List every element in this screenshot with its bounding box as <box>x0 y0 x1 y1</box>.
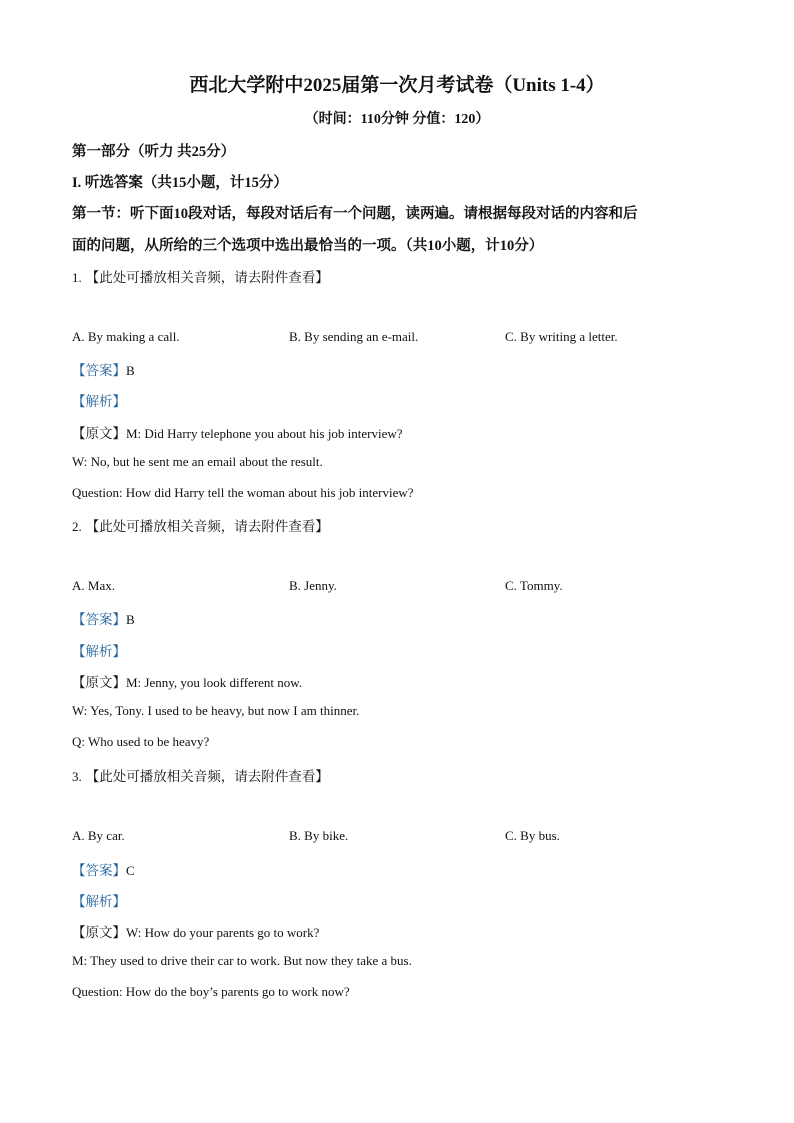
option-b: B. By bike. <box>289 828 349 843</box>
analysis-label: 【解析】 <box>72 394 126 409</box>
transcript-line: 【原文】M: Jenny, you look different now. <box>72 675 303 690</box>
original-label: 【原文】 <box>72 675 126 690</box>
analysis-label: 【解析】 <box>72 644 126 659</box>
option-c: C. By writing a letter. <box>505 329 618 344</box>
audio-prompt <box>72 515 329 536</box>
option-a: A. Max. <box>72 578 115 593</box>
answer-label: 【答案】 <box>72 363 126 378</box>
option-c: C. By bus. <box>505 828 560 843</box>
option-c: C. Tommy. <box>505 578 563 593</box>
page-title: 西北大学附中2025届第一次月考试卷（Units 1-4） <box>189 75 605 96</box>
audio-prompt <box>72 765 329 786</box>
option-a: A. By car. <box>72 828 125 843</box>
question-number: 1. <box>72 270 82 285</box>
transcript-line: Question: How did Harry tell the woman about his job interview? <box>72 485 414 500</box>
answer-value: B <box>126 363 135 378</box>
audio-prompt <box>72 266 329 287</box>
question-number: 3. <box>72 769 82 784</box>
audio-placeholder: 【此处可播放相关音频，请去附件查看】 <box>85 270 329 285</box>
option-a: A. By making a call. <box>72 329 180 344</box>
answer-value: C <box>126 863 135 878</box>
exam-time-score: （时间：110分钟 分值：120） <box>304 112 490 127</box>
transcript-line: W: Yes, Tony. I used to be heavy, but now I am thinner. <box>72 703 360 718</box>
question-number: 2. <box>72 519 82 534</box>
answer-line <box>72 608 135 629</box>
section-instructions-line-2: 面的问题，从所给的三个选项中选出最恰当的一项。（共10小题，计10分） <box>72 238 544 254</box>
answer-label: 【答案】 <box>72 612 126 627</box>
answer-line <box>72 359 135 380</box>
transcript-line: Q: Who used to be heavy? <box>72 734 210 749</box>
audio-placeholder: 【此处可播放相关音频，请去附件查看】 <box>85 769 329 784</box>
audio-placeholder: 【此处可播放相关音频，请去附件查看】 <box>85 519 329 534</box>
answer-label: 【答案】 <box>72 863 126 878</box>
original-label: 【原文】 <box>72 426 126 441</box>
section-heading: I. 听选答案（共15小题，计15分） <box>72 175 288 191</box>
transcript-line: W: No, but he sent me an email about the result. <box>72 454 323 469</box>
section-instructions-line-1: 第一节：听下面10段对话，每段对话后有一个问题，读两遍。请根据每段对话的内容和后 <box>72 206 638 222</box>
transcript-line: 【原文】M: Did Harry telephone you about his job interview? <box>72 426 403 441</box>
transcript-line: 【原文】W: How do your parents go to work? <box>72 925 320 940</box>
answer-line <box>72 859 135 880</box>
transcript-line: Question: How do the boy’s parents go to work now? <box>72 984 350 999</box>
analysis-label: 【解析】 <box>72 894 126 909</box>
part-heading: 第一部分（听力 共25分） <box>72 144 236 160</box>
original-label: 【原文】 <box>72 925 126 940</box>
answer-value: B <box>126 612 135 627</box>
option-b: B. By sending an e-mail. <box>289 329 419 344</box>
option-b: B. Jenny. <box>289 578 337 593</box>
transcript-line: M: They used to drive their car to work. But now they take a bus. <box>72 953 412 968</box>
